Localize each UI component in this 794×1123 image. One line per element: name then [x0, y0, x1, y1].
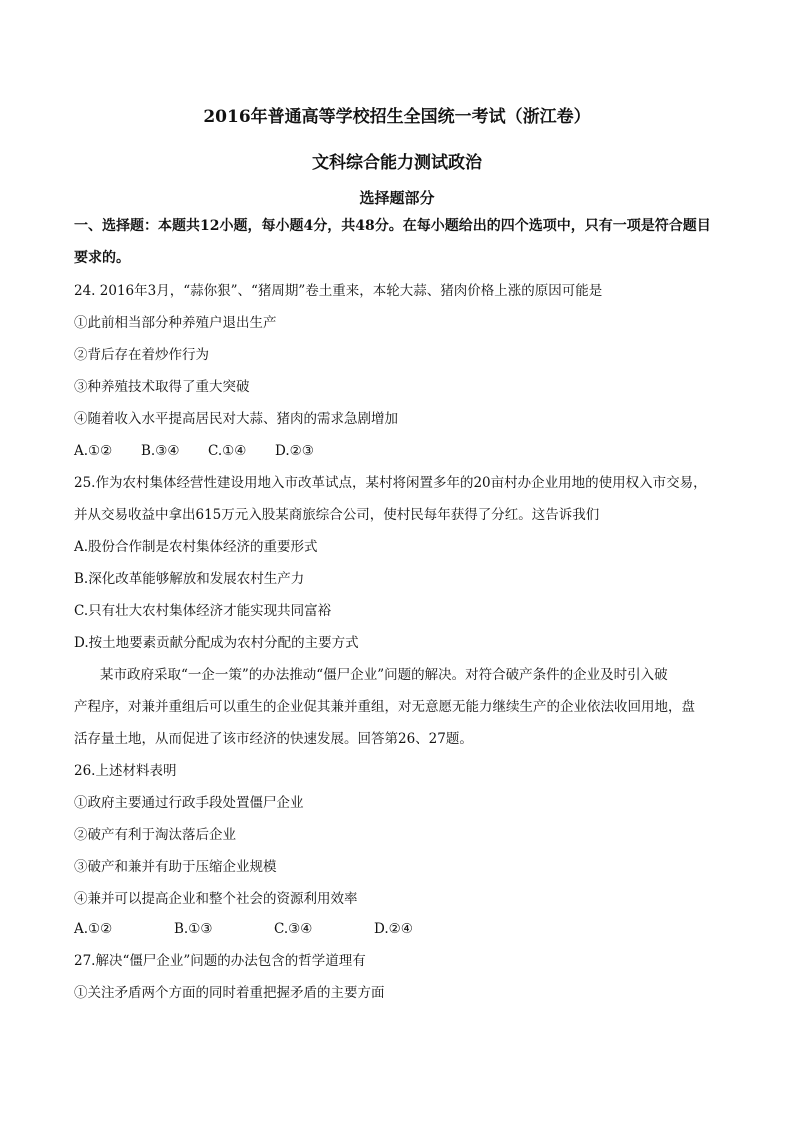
q25-option-c: C.只有壮大农村集体经济才能实现共同富裕	[74, 603, 332, 619]
q26-option-a: A.①②	[74, 921, 113, 937]
material-line-3: 活存量土地，从而促进了该市经济的快速发展。回答第26、27题。	[74, 731, 473, 747]
q24-item-2: ②背后存在着炒作行为	[74, 347, 209, 363]
exam-subtitle: 文科综合能力测试政治	[312, 153, 482, 173]
q26-item-3: ③破产和兼并有助于压缩企业规模	[74, 859, 277, 875]
material-line-1: 某市政府采取“一企一策”的办法推动“僵尸企业”问题的解决。对符合破产条件的企业及时引入破	[100, 667, 668, 683]
q25-stem-line-1: 25.作为农村集体经营性建设用地入市改革试点，某村将闲置多年的20亩村办企业用地的使用权入市交易，	[74, 475, 707, 491]
q24-option-c: C.①④	[208, 443, 247, 459]
q25-option-b: B.深化改革能够解放和发展农村生产力	[74, 571, 305, 587]
q24-item-4: ④随着收入水平提高居民对大蒜、猪肉的需求急剧增加	[74, 411, 398, 427]
section-heading: 选择题部分	[359, 189, 435, 207]
q26-option-b: B.①③	[174, 921, 213, 937]
q24-item-3: ③种养殖技术取得了重大突破	[74, 379, 250, 395]
instructions-line-1: 一、选择题：本题共12小题，每小题4分，共48分。在每小题给出的四个选项中，只有一项是符合题目	[74, 218, 711, 234]
q25-option-a: A.股份合作制是农村集体经济的重要形式	[74, 539, 318, 555]
exam-title: 2016年普通高等学校招生全国统一考试（浙江卷）	[203, 107, 591, 127]
q26-option-d: D.②④	[374, 921, 413, 937]
q24-option-a: A.①②	[74, 443, 113, 459]
q25-option-d: D.按土地要素贡献分配成为农村分配的主要方式	[74, 635, 359, 651]
q26-option-c: C.③④	[274, 921, 313, 937]
q24-option-b: B.③④	[141, 443, 180, 459]
q24-options	[74, 442, 314, 460]
material-line-2: 产程序，对兼并重组后可以重生的企业促其兼并重组，对无意愿无能力继续生产的企业依法收回用地，盘	[74, 699, 695, 715]
instructions-line-2: 要求的。	[74, 250, 130, 266]
q25-stem-line-2: 并从交易收益中拿出615万元入股某商旅综合公司，使村民每年获得了分红。这告诉我们	[74, 507, 600, 523]
q24-option-d: D.②③	[275, 443, 314, 459]
q24-stem: 24. 2016年3月，“蒜你狠”、“猪周期”卷土重来，本轮大蒜、猪肉价格上涨的原因可能是	[74, 283, 603, 299]
q27-stem: 27.解决“僵尸企业”问题的办法包含的哲学道理有	[74, 953, 366, 969]
q26-item-1: ①政府主要通过行政手段处置僵尸企业	[74, 795, 304, 811]
q26-item-4: ④兼并可以提高企业和整个社会的资源利用效率	[74, 891, 358, 907]
q26-stem: 26.上述材料表明	[74, 763, 177, 779]
q26-options	[74, 920, 413, 938]
q24-item-1: ①此前相当部分种养殖户退出生产	[74, 315, 277, 331]
q26-item-2: ②破产有利于淘汰落后企业	[74, 827, 236, 843]
q27-item-1: ①关注矛盾两个方面的同时着重把握矛盾的主要方面	[74, 985, 385, 1001]
